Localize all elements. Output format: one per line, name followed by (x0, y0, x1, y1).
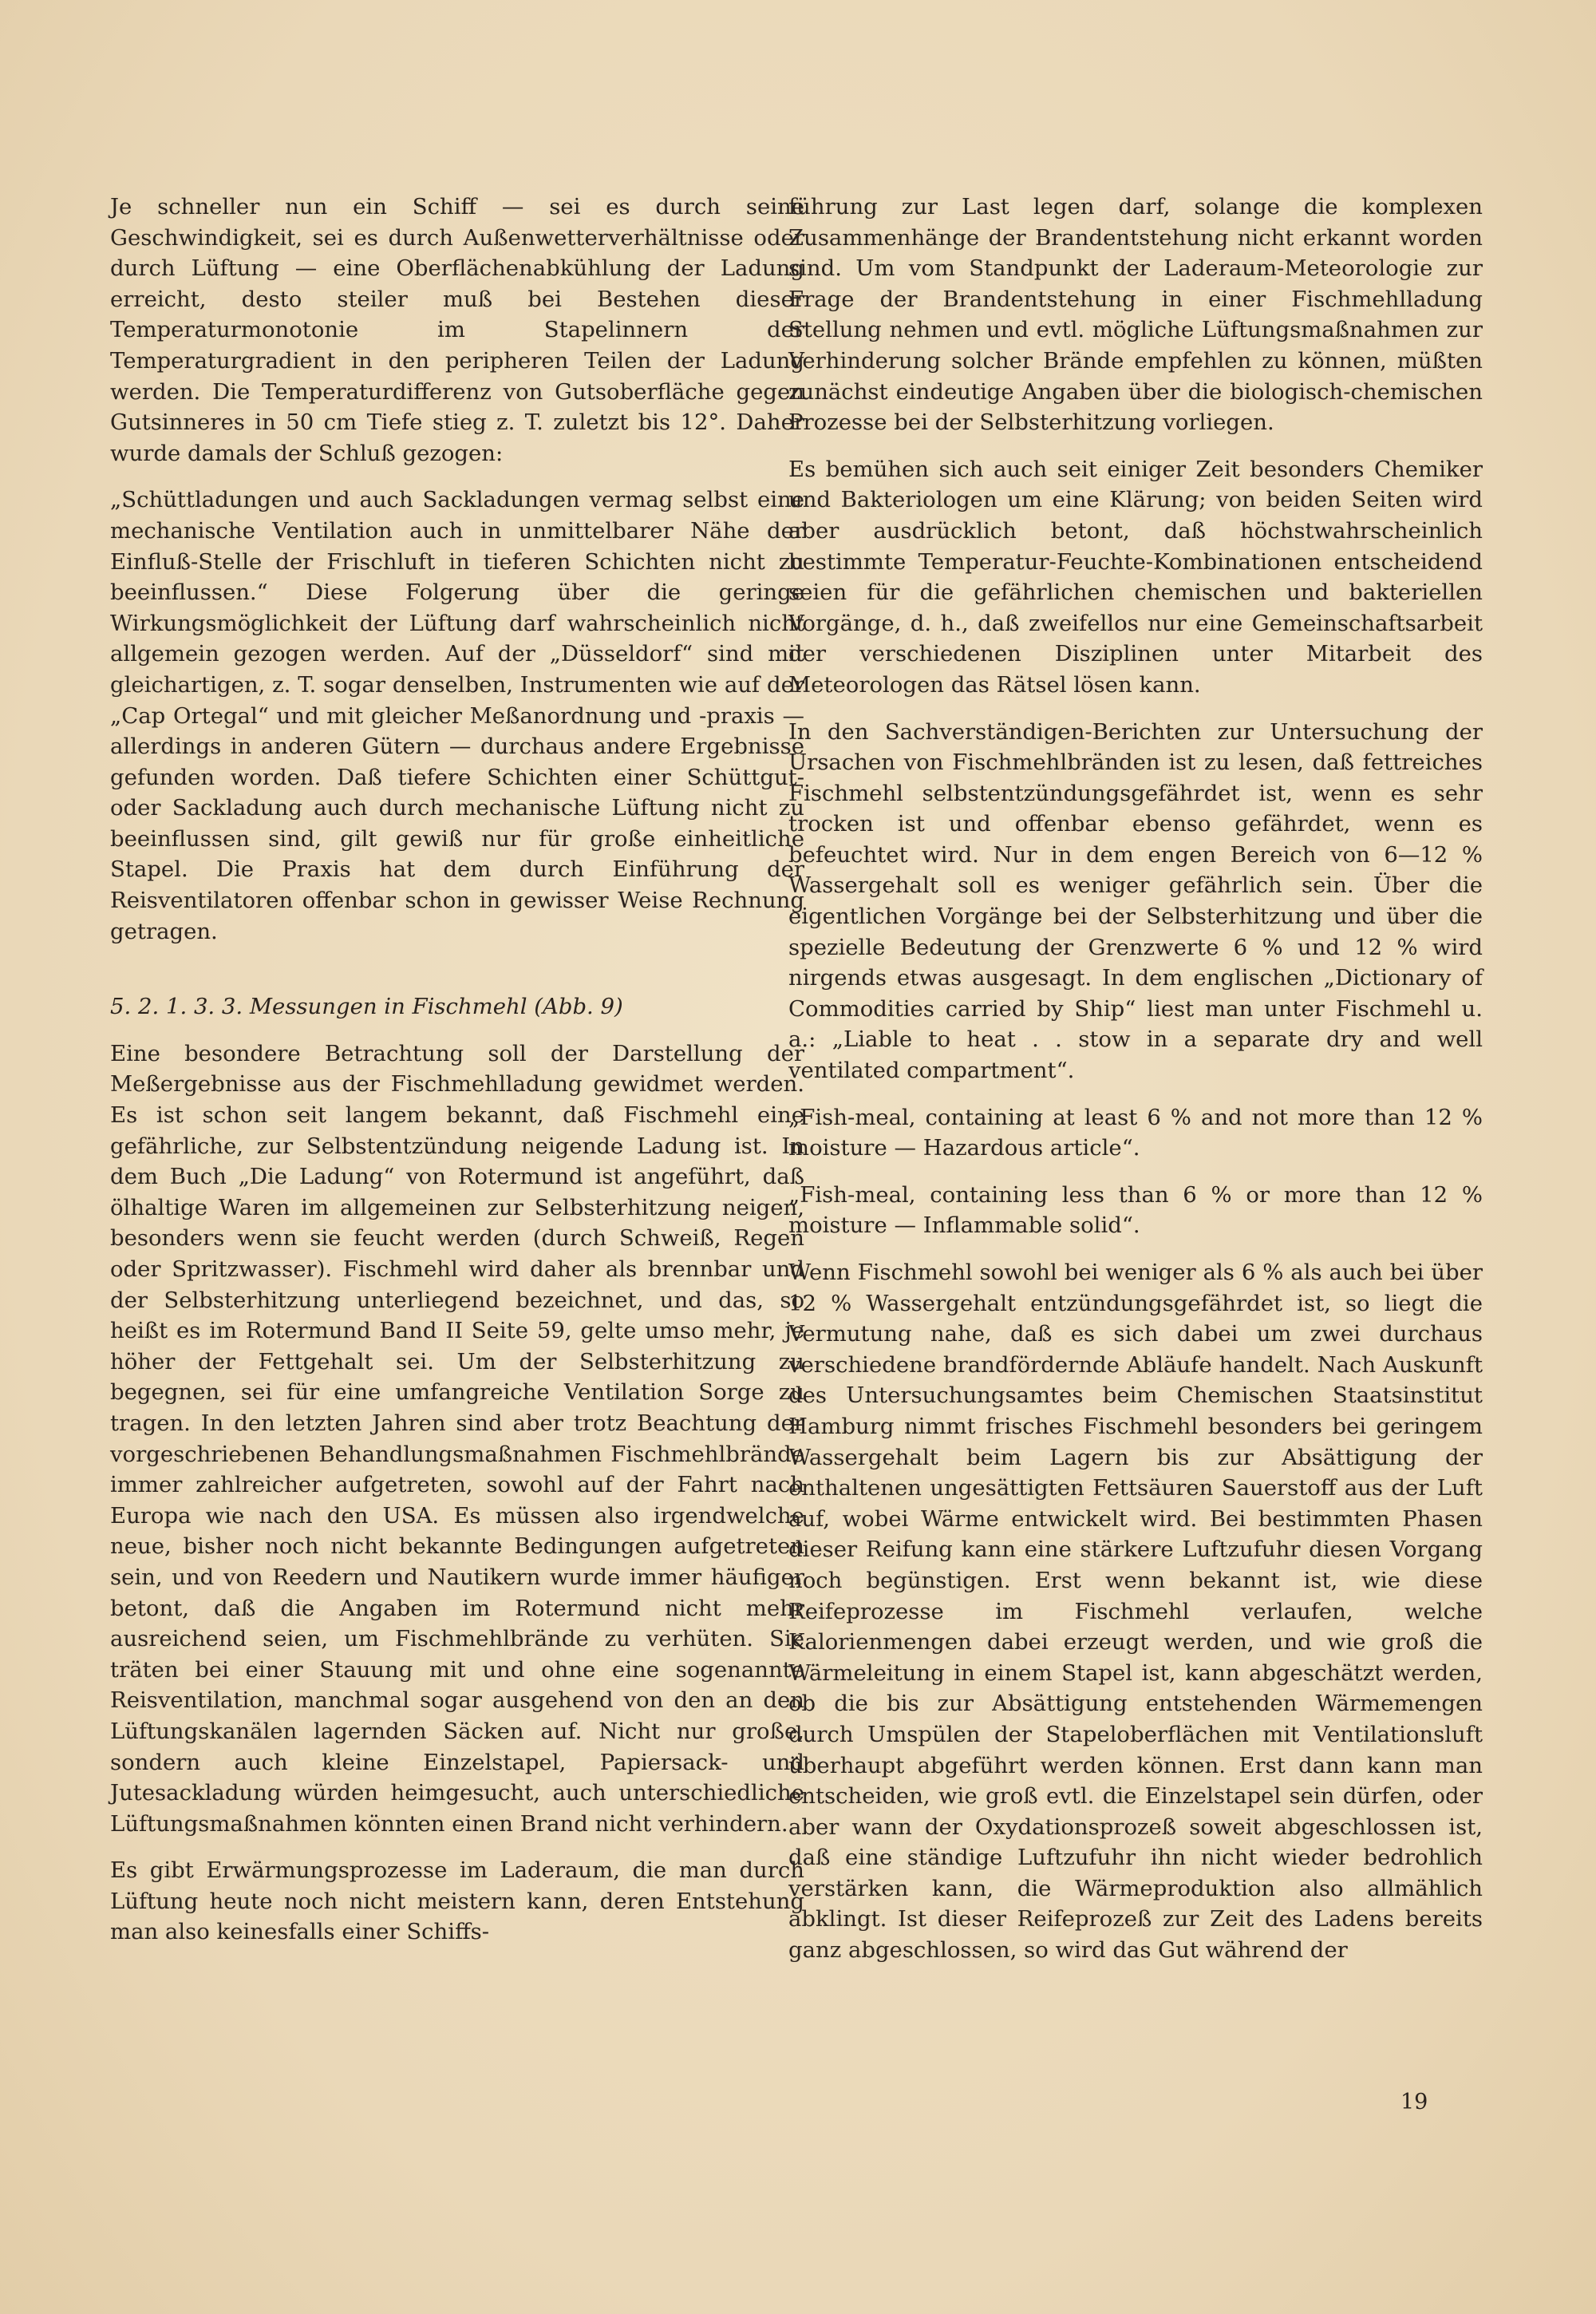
left-paragraph-4: Es gibt Erwärmungsprozesse im Laderaum, die man durch Lüftung heute noch nicht meistern kann, deren Entstehung man also keinesfalls einer Schiffs- (110, 1857, 804, 1945)
left-paragraph-1: Je schneller nun ein Schiff — sei es durch seine Geschwindigkeit, sei es durch Außenwetterverhältnisse oder durch Lüftung — eine Oberflächenabkühlung der Ladung erreicht, desto steiler muß bei Bestehen dieser Temperaturmonotonie im Stapelinnern der Temperaturgradient in den peripheren Teilen der Ladung werden. Die Temperaturdifferenz von Gutsoberfläche gegen Gutsinneres in 50 cm Tiefe stieg z. T. zuletzt bis 12°. Daher wurde damals der Schluß gezogen: (110, 194, 804, 466)
left-paragraph-3: Eine besondere Betrachtung soll der Darstellung der Meßergebnisse aus der Fischmehlladung gewidmet werden. Es ist schon seit langem bekannt, daß Fischmehl eine gefährliche, zur Selbstentzündung neigende Ladung ist. In dem Buch „Die Ladung“ von Rotermund ist angeführt, daß ölhaltige Waren im allgemeinen zur Selbsterhitzung neigen, besonders wenn sie feucht werden (durch Schweiß, Regen oder Spritzwasser). Fischmehl wird daher als brennbar und der Selbsterhitzung unterliegend bezeichnet, und das, so heißt es im Rotermund Band II Seite 59, gelte umso mehr, je höher der Fettgehalt sei. Um der Selbsterhitzung zu begegnen, sei für eine umfangreiche Ventilation Sorge zu tragen. In den letzten Jahren sind aber trotz Beachtung der vorgeschriebenen Behandlungsmaßnahmen Fischmehlbrände immer zahlreicher aufgetreten, sowohl auf der Fahrt nach Europa wie nach den USA. Es müssen also irgendwelche neue, bisher noch nicht bekannte Bedingungen aufgetreten sein, und von Reedern und Nautikern wurde immer häufiger betont, daß die Angaben im Rotermund nicht mehr ausreichend seien, um Fischmehlbrände zu verhüten. Sie träten bei einer Stauung mit und ohne eine sogenannte Reisventilation, manchmal sogar ausgehend von den an den Lüftungskanälen lagernden Säcken auf. Nicht nur große, sondern auch kleine Einzelstapel, Papiersack- und Jutesackladung würden heimgesucht, auch unterschiedliche Lüftungsmaßnahmen könnten einen Brand nicht verhindern. (110, 1040, 804, 1837)
right-paragraph-1: führung zur Last legen darf, solange die komplexen Zusammenhänge der Brandentstehung nicht erkannt worden sind. Um vom Standpunkt der Laderaum-Meteorologie zur Frage der Brandentstehung in einer Fischmehlladung Stellung nehmen und evtl. mögliche Lüftungsmaßnahmen zur Verhinderung solcher Brände empfehlen zu können, müßten zunächst eindeutige Angaben über die biologisch-chemischen Prozesse bei der Selbsterhitzung vorliegen. (788, 194, 1483, 436)
right-paragraph-6: Wenn Fischmehl sowohl bei weniger als 6 % als auch bei über 12 % Wassergehalt entzündungsgefährdet ist, so liegt die Vermutung nahe, daß es sich dabei um zwei durchaus verschiedene brandfördernde Abläufe handelt. Nach Auskunft des Untersuchungsamtes beim Chemischen Staatsinstitut Hamburg nimmt frisches Fischmehl besonders bei geringem Wassergehalt beim Lagern bis zur Absättigung der enthaltenen ungesättigten Fettsäuren Sauerstoff aus der Luft auf, wobei Wärme entwickelt wird. Bei bestimmten Phasen dieser Reifung kann eine stärkere Luftzufuhr diesen Vorgang noch begünstigen. Erst wenn bekannt ist, wie diese Reifeprozesse im Fischmehl verlaufen, welche Kalorienmengen dabei erzeugt werden, und wie groß die Wärmeleitung in einem Stapel ist, kann abgeschätzt werden, ob die bis zur Absättigung entstehenden Wärmemengen durch Umspülen der Stapeloberflächen mit Ventilationsluft überhaupt abgeführt werden können. Erst dann kann man entscheiden, wie groß evtl. die Einzelstapel sein dürfen, oder aber wann der Oxydationsprozeß soweit abgeschlossen ist, daß eine ständige Luftzufuhr ihn nicht wieder bedrohlich verstärken kann, die Wärmeproduktion also allmählich abklingt. Ist dieser Reifeprozeß zur Zeit des Ladens bereits ganz abgeschlossen, so wird das Gut während der (788, 1260, 1483, 1964)
right-paragraph-5: „Fish-meal, containing less than 6 % or more than 12 % moisture — Inflammable solid“. (788, 1181, 1483, 1239)
left-paragraph-2: „Schüttladungen und auch Sackladungen vermag selbst eine mechanische Ventilation auch in unmittelbarer Nähe der Einfluß-Stelle der Frischluft in tieferen Schichten nicht zu beeinflussen.“ Diese Folgerung über die geringe Wirkungsmöglichkeit der Lüftung darf wahrscheinlich nicht allgemein gezogen werden. Auf der „Düsseldorf“ sind mit gleichartigen, z. T. sogar denselben, Instrumenten wie auf der „Cap Ortegal“ und mit gleicher Meßanordnung und -praxis — allerdings in anderen Gütern — durchaus andere Ergebnisse gefunden worden. Daß tiefere Schichten einer Schüttgut- oder Sackladung auch durch mechanische Lüftung nicht zu beeinflussen sind, gilt gewiß nur für große einheitliche Stapel. Die Praxis hat dem durch Einführung der Reisventilatoren offenbar schon in gewisser Weise Rechnung getragen. (110, 487, 804, 944)
right-paragraph-3: In den Sachverständigen-Berichten zur Untersuchung der Ursachen von Fischmehlbränden ist zu lesen, daß fettreiches Fischmehl selbstentzündungsgefährdet ist, wenn es sehr trocken ist und offenbar ebenso gefährdet, wenn es befeuchtet wird. Nur in dem engen Bereich von 6—12 % Wassergehalt soll es weniger gefährlich sein. Über die eigentlichen Vorgänge bei der Selbsterhitzung und über die spezielle Bedeutung der Grenzwerte 6 % und 12 % wird nirgends etwas ausgesagt. In dem englischen „Dictionary of Commodities carried by Ship“ liest man unter Fischmehl u. a.: „Liable to heat . . stow in a separate dry and well ventilated compartment“. (788, 718, 1483, 1084)
right-column (788, 192, 1483, 1982)
right-paragraph-2: Es bemühen sich auch seit einiger Zeit besonders Chemiker und Bakteriologen um eine Klärung; von beiden Seiten wird aber ausdrücklich betont, daß höchstwahrscheinlich bestimmte Temperatur-Feuchte-Kombinationen entscheidend seien für die gefährlichen chemischen und bakteriellen Vorgänge, d. h., daß zweifellos nur eine Gemeinschaftsarbeit der verschiedenen Disziplinen unter Mitarbeit des Meteorologen das Rätsel lösen kann. (788, 456, 1483, 698)
left-column (110, 192, 804, 1964)
section-heading: 5. 2. 1. 3. 3. Messungen in Fischmehl (Abb. 9) (110, 994, 623, 1020)
right-paragraph-4: „Fish-meal, containing at least 6 % and not more than 12 % moisture — Hazardous article“. (788, 1104, 1483, 1161)
page-number: 19 (1400, 2090, 1428, 2114)
